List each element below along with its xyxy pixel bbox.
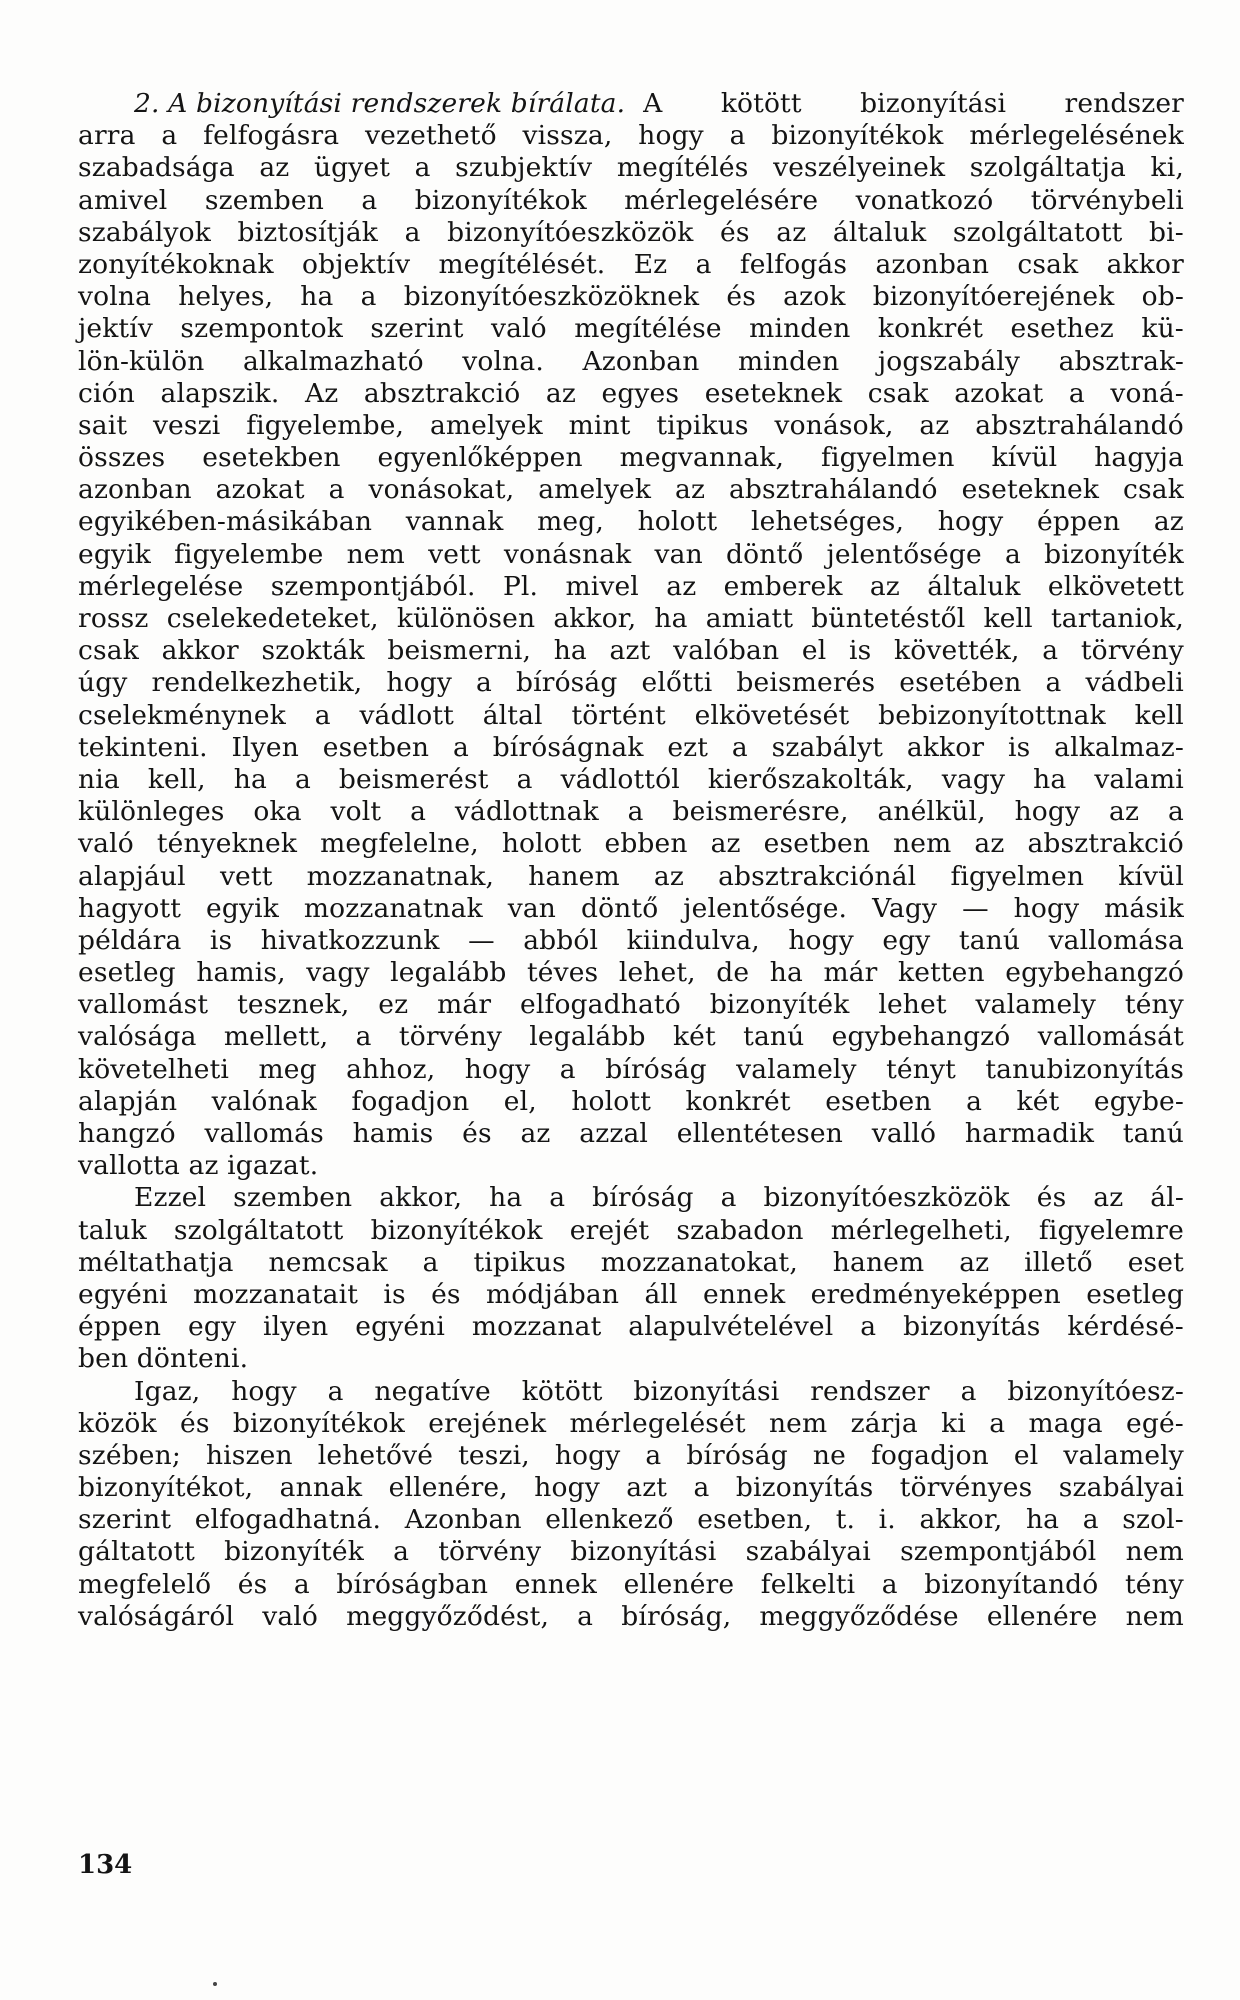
text-line: egyéni mozzanatait is és módjában áll ennek eredményeképpen esetleg <box>78 1278 1184 1310</box>
text-line: csak akkor szokták beismerni, ha azt valóban el is követték, a törvény <box>78 635 1184 667</box>
text-line: tekinteni. Ilyen esetben a bíróságnak ezt a szabályt akkor is alkalmaz- <box>78 731 1184 763</box>
text-line: zonyítékoknak objektív megítélését. Ez a felfogás azonban csak akkor <box>78 248 1184 280</box>
text-line: szabadsága az ügyet a szubjektív megítélés veszélyeinek szolgáltatja ki, <box>78 152 1184 184</box>
text-line: követelheti meg ahhoz, hogy a bíróság valamely tényt tanubizonyítás <box>78 1053 1184 1085</box>
text-line: alapján valónak fogadjon el, holott konkrét esetben a két egybe- <box>78 1085 1184 1117</box>
text-line: mérlegelése szempontjából. Pl. mivel az emberek az általuk elkövetett <box>78 570 1184 602</box>
text-line: sait veszi figyelembe, amelyek mint tipikus vonások, az absztrahálandó <box>78 409 1184 441</box>
text-line: Ezzel szemben akkor, ha a bíróság a bizonyítóeszközök és az ál- <box>134 1182 1184 1214</box>
text-line: való tényeknek megfelelne, holott ebben az esetben nem az absztrakció <box>78 828 1184 860</box>
text-line: összes esetekben egyenlőképpen megvannak, figyelmen kívül hagyja <box>78 442 1184 474</box>
text-line-content: A kötött bizonyítási rendszer <box>643 88 1184 119</box>
text-line: jektív szempontok szerint való megítélése minden konkrét esethez kü- <box>78 313 1184 345</box>
text-line: éppen egy ilyen egyéni mozzanat alapulvételével a bizonyítás kérdésé- <box>78 1311 1184 1343</box>
text-line: bizonyítékot, annak ellenére, hogy azt a bizonyítás törvényes szabályai <box>78 1472 1184 1504</box>
text-line: Igaz, hogy a negatíve kötött bizonyítási rendszer a bizonyítóesz- <box>134 1375 1184 1407</box>
text-line: amivel szemben a bizonyítékok mérlegelésére vonatkozó törvénybeli <box>78 184 1184 216</box>
text-line: alapjául vett mozzanatnak, hanem az absztrakciónál figyelmen kívül <box>78 860 1184 892</box>
text-line: ben dönteni. <box>78 1343 249 1375</box>
text-line: különleges oka volt a vádlottnak a beismerésre, anélkül, hogy az a <box>78 796 1184 828</box>
text-line: vallotta az igazat. <box>78 1150 319 1182</box>
text-line: szerint elfogadhatná. Azonban ellenkező esetben, t. i. akkor, ha a szol- <box>78 1504 1184 1536</box>
text-line: gáltatott bizonyíték a törvény bizonyítási szabályai szempontjából nem <box>78 1536 1184 1568</box>
text-line: azonban azokat a vonásokat, amelyek az absztrahálandó eseteknek csak <box>78 474 1184 506</box>
text-line <box>78 88 1184 120</box>
text-line: hagyott egyik mozzanatnak van döntő jelentősége. Vagy — hogy másik <box>78 892 1184 924</box>
text-line: arra a felfogásra vezethető vissza, hogy a bizonyítékok mérlegelésének <box>78 120 1184 152</box>
text-line: taluk szolgáltatott bizonyítékok erejét szabadon mérlegelheti, figyelemre <box>78 1214 1184 1246</box>
text-line: volna helyes, ha a bizonyítóeszközöknek és azok bizonyítóerejének ob- <box>78 281 1184 313</box>
text-line: cselekménynek a vádlott által történt elkövetését bebizonyítottnak kell <box>78 699 1184 731</box>
text-line: vallomást tesznek, ez már elfogadható bizonyíték lehet valamely tény <box>78 989 1184 1021</box>
page-number: 134 <box>78 1850 133 1880</box>
text-line: megfelelő és a bíróságban ennek ellenére felkelti a bizonyítandó tény <box>78 1568 1184 1600</box>
text-line: nia kell, ha a beismerést a vádlottól kierőszakolták, vagy ha valami <box>78 763 1184 795</box>
text-line: közök és bizonyítékok erejének mérlegelését nem zárja ki a maga egé- <box>78 1407 1184 1439</box>
text-line: példára is hivatkozzunk — abból kiindulva, hogy egy tanú vallomása <box>78 924 1184 956</box>
text-line: egyik figyelembe nem vett vonásnak van döntő jelentősége a bizonyíték <box>78 538 1184 570</box>
text-line: ción alapszik. Az absztrakció az egyes eseteknek csak azokat a voná- <box>78 377 1184 409</box>
text-line: valósága mellett, a törvény legalább két tanú egybehangzó vallomását <box>78 1021 1184 1053</box>
text-line: egyikében-másikában vannak meg, holott lehetséges, hogy éppen az <box>78 506 1184 538</box>
text-line: méltathatja nemcsak a tipikus mozzanatokat, hanem az illető eset <box>78 1246 1184 1278</box>
text-line: hangzó vallomás hamis és az azzal ellentétesen valló harmadik tanú <box>78 1118 1184 1149</box>
scan-speck <box>213 1982 217 1986</box>
body-text <box>78 88 1184 1633</box>
section-heading: 2. A bizonyítási rendszerek bírálata. <box>134 88 626 119</box>
text-line: szében; hiszen lehetővé teszi, hogy a bíróság ne fogadjon el valamely <box>78 1439 1184 1471</box>
text-line: szabályok biztosítják a bizonyítóeszközök és az általuk szolgáltatott bi- <box>78 216 1184 248</box>
text-line: esetleg hamis, vagy legalább téves lehet, de ha már ketten egybehangzó <box>78 957 1184 989</box>
text-line: lön-külön alkalmazható volna. Azonban minden jogszabály absztrak- <box>78 345 1184 377</box>
text-line: úgy rendelkezhetik, hogy a bíróság előtti beismerés esetében a vádbeli <box>78 667 1184 699</box>
text-line: rossz cselekedeteket, különösen akkor, ha amiatt büntetéstől kell tartaniok, <box>78 603 1184 634</box>
text-line: valóságáról való meggyőződést, a bíróság, meggyőződése ellenére nem <box>78 1600 1184 1632</box>
